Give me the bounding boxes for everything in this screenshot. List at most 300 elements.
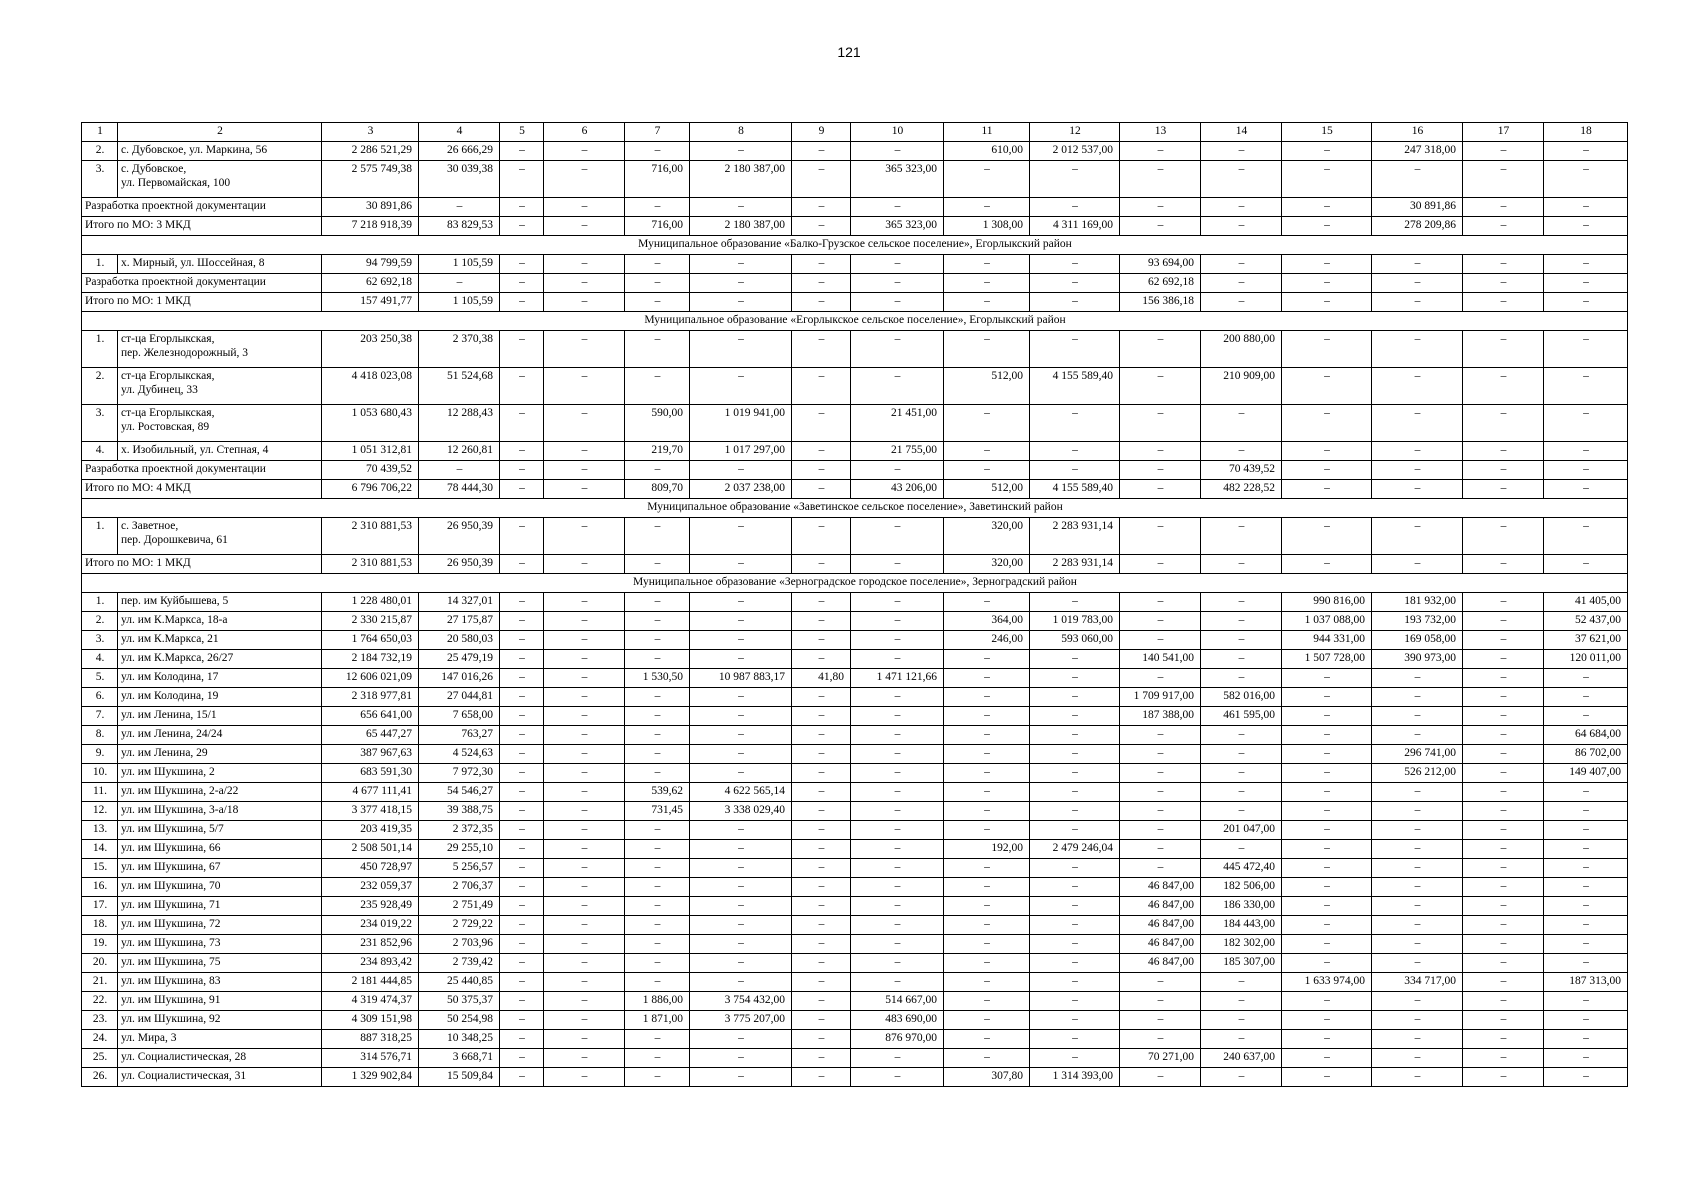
value-cell: – — [1120, 1068, 1201, 1087]
row-number: 5. — [82, 669, 118, 688]
address-line: ст-ца Егорлыкская, — [121, 370, 215, 382]
value-cell: – — [1544, 1049, 1628, 1068]
value-cell: 41,80 — [792, 669, 851, 688]
value-cell: – — [1030, 802, 1120, 821]
value-cell: 731,45 — [625, 802, 690, 821]
row-number: 3. — [82, 631, 118, 650]
value-cell: – — [1463, 802, 1544, 821]
value-cell: 4 418 023,08 — [322, 368, 419, 405]
value-cell: 582 016,00 — [1201, 688, 1282, 707]
address-line: ул. им Ленина, 15/1 — [121, 709, 217, 721]
value-cell: – — [625, 650, 690, 669]
table-row — [82, 1068, 1628, 1087]
value-cell: – — [1282, 331, 1372, 368]
value-cell: – — [792, 916, 851, 935]
value-cell: – — [544, 916, 625, 935]
value-cell: – — [851, 821, 944, 840]
address-cell — [118, 859, 322, 878]
value-cell: – — [1463, 726, 1544, 745]
column-number: 6 — [544, 123, 625, 142]
table-row — [82, 859, 1628, 878]
value-cell: – — [544, 973, 625, 992]
value-cell: – — [690, 821, 792, 840]
value-cell: – — [1544, 217, 1628, 236]
value-cell: – — [851, 802, 944, 821]
value-cell: 25 479,19 — [419, 650, 500, 669]
value-cell: – — [500, 461, 544, 480]
value-cell: 2 729,22 — [419, 916, 500, 935]
value-cell: – — [851, 612, 944, 631]
row-number: 25. — [82, 1049, 118, 1068]
address-cell — [118, 405, 322, 442]
value-cell: 147 016,26 — [419, 669, 500, 688]
value-cell: – — [1030, 1049, 1120, 1068]
value-cell: 10 348,25 — [419, 1030, 500, 1049]
value-cell: 3 775 207,00 — [690, 1011, 792, 1030]
value-cell: 320,00 — [944, 555, 1030, 574]
page-number: 121 — [837, 44, 861, 60]
value-cell: – — [500, 480, 544, 499]
value-cell: – — [1282, 859, 1372, 878]
value-cell: – — [1544, 1011, 1628, 1030]
value-cell: – — [690, 1068, 792, 1087]
value-cell: – — [1120, 217, 1201, 236]
address-line: ул. им Шукшина, 66 — [121, 842, 221, 854]
value-cell: – — [1282, 802, 1372, 821]
row-label: Итого по МО: 4 МКД — [82, 480, 322, 499]
row-number: 11. — [82, 783, 118, 802]
value-cell: – — [1120, 1030, 1201, 1049]
address-cell — [118, 1049, 322, 1068]
value-cell: – — [1463, 217, 1544, 236]
value-cell: – — [944, 461, 1030, 480]
address-line: ст-ца Егорлыкская, — [121, 333, 215, 345]
value-cell: – — [1463, 669, 1544, 688]
value-cell: – — [1463, 405, 1544, 442]
value-cell: – — [944, 1011, 1030, 1030]
value-cell: – — [1372, 878, 1463, 897]
value-cell: – — [544, 555, 625, 574]
value-cell: – — [690, 331, 792, 368]
value-cell: 247 318,00 — [1372, 142, 1463, 161]
value-cell: – — [1544, 480, 1628, 499]
value-cell: – — [690, 274, 792, 293]
column-number: 18 — [1544, 123, 1628, 142]
value-cell: – — [944, 274, 1030, 293]
value-cell: – — [792, 688, 851, 707]
value-cell: 610,00 — [944, 142, 1030, 161]
value-cell: 10 987 883,17 — [690, 669, 792, 688]
value-cell: – — [500, 669, 544, 688]
value-cell: – — [792, 255, 851, 274]
value-cell: – — [851, 461, 944, 480]
row-number: 2. — [82, 368, 118, 405]
value-cell: 50 375,37 — [419, 992, 500, 1011]
value-cell: – — [1030, 726, 1120, 745]
address-line: ул. им Ленина, 24/24 — [121, 728, 223, 740]
row-number: 19. — [82, 935, 118, 954]
row-number: 3. — [82, 405, 118, 442]
value-cell: 231 852,96 — [322, 935, 419, 954]
value-cell: – — [1030, 331, 1120, 368]
value-cell: – — [625, 368, 690, 405]
value-cell: 1 053 680,43 — [322, 405, 419, 442]
value-cell: – — [1030, 293, 1120, 312]
value-cell: – — [851, 293, 944, 312]
column-number: 9 — [792, 123, 851, 142]
value-cell: – — [500, 878, 544, 897]
value-cell: – — [1120, 368, 1201, 405]
value-cell: – — [1463, 368, 1544, 405]
summary-row — [82, 293, 1628, 312]
value-cell: – — [1282, 368, 1372, 405]
value-cell: – — [1282, 293, 1372, 312]
value-cell: – — [625, 954, 690, 973]
value-cell: 50 254,98 — [419, 1011, 500, 1030]
value-cell: – — [1544, 198, 1628, 217]
value-cell: – — [1372, 161, 1463, 198]
value-cell: – — [1372, 331, 1463, 368]
value-cell: – — [625, 688, 690, 707]
address-cell — [118, 518, 322, 555]
value-cell: – — [1544, 878, 1628, 897]
value-cell: – — [1282, 217, 1372, 236]
row-number: 17. — [82, 897, 118, 916]
value-cell: 3 754 432,00 — [690, 992, 792, 1011]
table-row — [82, 593, 1628, 612]
value-cell: – — [1372, 954, 1463, 973]
value-cell: 2 706,37 — [419, 878, 500, 897]
value-cell: – — [1282, 745, 1372, 764]
value-cell: 387 967,63 — [322, 745, 419, 764]
value-cell: – — [1201, 217, 1282, 236]
value-cell: – — [851, 142, 944, 161]
value-cell: – — [625, 255, 690, 274]
value-cell: 46 847,00 — [1120, 878, 1201, 897]
value-cell: 716,00 — [625, 161, 690, 198]
value-cell: 2 310 881,53 — [322, 555, 419, 574]
value-cell: – — [1282, 518, 1372, 555]
table-row — [82, 1049, 1628, 1068]
value-cell: – — [1282, 726, 1372, 745]
value-cell: – — [544, 707, 625, 726]
value-cell: – — [625, 198, 690, 217]
table-row — [82, 405, 1628, 442]
table-row — [82, 161, 1628, 198]
value-cell: – — [625, 859, 690, 878]
row-number: 2. — [82, 612, 118, 631]
value-cell: – — [500, 518, 544, 555]
value-cell: 120 011,00 — [1544, 650, 1628, 669]
value-cell: – — [544, 897, 625, 916]
table-row — [82, 802, 1628, 821]
value-cell: – — [500, 764, 544, 783]
value-cell: 15 509,84 — [419, 1068, 500, 1087]
value-cell: – — [1030, 688, 1120, 707]
address-cell — [118, 669, 322, 688]
value-cell: – — [1372, 897, 1463, 916]
value-cell: – — [1030, 274, 1120, 293]
value-cell: – — [1282, 442, 1372, 461]
value-cell: 41 405,00 — [1544, 593, 1628, 612]
value-cell: – — [851, 840, 944, 859]
row-label: Разработка проектной документации — [82, 274, 322, 293]
address-cell — [118, 650, 322, 669]
summary-row — [82, 217, 1628, 236]
value-cell: – — [625, 935, 690, 954]
value-cell: 20 580,03 — [419, 631, 500, 650]
value-cell: – — [690, 688, 792, 707]
value-cell: – — [500, 783, 544, 802]
value-cell: – — [944, 802, 1030, 821]
value-cell: – — [792, 1068, 851, 1087]
value-cell: – — [792, 1011, 851, 1030]
value-cell: – — [544, 461, 625, 480]
address-cell — [118, 745, 322, 764]
row-number: 20. — [82, 954, 118, 973]
value-cell: – — [1372, 1068, 1463, 1087]
value-cell: 219,70 — [625, 442, 690, 461]
value-cell: – — [1201, 142, 1282, 161]
summary-row — [82, 555, 1628, 574]
data-table — [81, 122, 1628, 1087]
address-line: ул. им Шукшина, 91 — [121, 994, 221, 1006]
value-cell: – — [1372, 992, 1463, 1011]
value-cell: – — [1463, 293, 1544, 312]
value-cell: – — [1544, 293, 1628, 312]
value-cell: – — [690, 631, 792, 650]
value-cell: – — [625, 726, 690, 745]
value-cell: – — [944, 897, 1030, 916]
address-line: с. Дубовское, — [121, 163, 187, 175]
value-cell: – — [1463, 935, 1544, 954]
value-cell: 4 677 111,41 — [322, 783, 419, 802]
value-cell: 246,00 — [944, 631, 1030, 650]
address-cell — [118, 783, 322, 802]
value-cell: 7 658,00 — [419, 707, 500, 726]
address-line: ул. им Шукшина, 3-а/18 — [121, 804, 239, 816]
value-cell: – — [500, 916, 544, 935]
value-cell: – — [544, 293, 625, 312]
value-cell: – — [544, 1049, 625, 1068]
value-cell: – — [1120, 802, 1201, 821]
address-cell — [118, 935, 322, 954]
value-cell: – — [1201, 1030, 1282, 1049]
value-cell: – — [690, 1030, 792, 1049]
value-cell: – — [625, 593, 690, 612]
value-cell: – — [944, 1049, 1030, 1068]
value-cell: – — [419, 274, 500, 293]
value-cell: – — [500, 973, 544, 992]
address-cell — [118, 973, 322, 992]
value-cell: – — [1372, 916, 1463, 935]
value-cell: – — [500, 255, 544, 274]
address-cell — [118, 688, 322, 707]
value-cell: – — [544, 405, 625, 442]
value-cell: – — [1120, 631, 1201, 650]
value-cell: 2 751,49 — [419, 897, 500, 916]
value-cell: – — [544, 669, 625, 688]
value-cell: – — [944, 688, 1030, 707]
address-cell — [118, 255, 322, 274]
value-cell: 365 323,00 — [851, 217, 944, 236]
value-cell: – — [1120, 442, 1201, 461]
value-cell: 1 886,00 — [625, 992, 690, 1011]
value-cell: – — [1372, 442, 1463, 461]
value-cell: – — [1463, 1011, 1544, 1030]
value-cell: 716,00 — [625, 217, 690, 236]
value-cell: 70 439,52 — [322, 461, 419, 480]
column-number: 11 — [944, 123, 1030, 142]
value-cell: – — [544, 331, 625, 368]
value-cell: – — [851, 255, 944, 274]
value-cell: – — [792, 726, 851, 745]
value-cell: – — [544, 368, 625, 405]
value-cell: – — [500, 840, 544, 859]
value-cell: – — [1463, 461, 1544, 480]
value-cell: – — [544, 859, 625, 878]
value-cell: – — [1120, 405, 1201, 442]
address-cell — [118, 878, 322, 897]
value-cell: 93 694,00 — [1120, 255, 1201, 274]
value-cell: – — [500, 897, 544, 916]
value-cell: – — [690, 726, 792, 745]
value-cell: 1 507 728,00 — [1282, 650, 1372, 669]
value-cell: – — [1120, 1011, 1201, 1030]
value-cell: – — [1463, 897, 1544, 916]
value-cell: 78 444,30 — [419, 480, 500, 499]
address-line: ул. им Шукшина, 72 — [121, 918, 221, 930]
value-cell: – — [1282, 1049, 1372, 1068]
value-cell: – — [1372, 802, 1463, 821]
value-cell: – — [544, 142, 625, 161]
value-cell: – — [1372, 726, 1463, 745]
value-cell: – — [1463, 688, 1544, 707]
address-line: ул. им Ленина, 29 — [121, 747, 208, 759]
row-label: Разработка проектной документации — [82, 461, 322, 480]
value-cell: – — [1120, 518, 1201, 555]
value-cell: – — [690, 935, 792, 954]
value-cell: – — [1201, 973, 1282, 992]
value-cell: – — [1201, 518, 1282, 555]
value-cell: – — [792, 161, 851, 198]
address-line: ул. Социалистическая, 28 — [121, 1051, 247, 1063]
value-cell: – — [944, 745, 1030, 764]
value-cell: 43 206,00 — [851, 480, 944, 499]
value-cell: – — [1282, 878, 1372, 897]
value-cell: – — [851, 859, 944, 878]
value-cell: – — [625, 897, 690, 916]
table-row — [82, 954, 1628, 973]
address-cell — [118, 802, 322, 821]
table-row — [82, 973, 1628, 992]
value-cell: – — [500, 612, 544, 631]
summary-row — [82, 480, 1628, 499]
value-cell: – — [1372, 669, 1463, 688]
value-cell: 94 799,59 — [322, 255, 419, 274]
value-cell: 52 437,00 — [1544, 612, 1628, 631]
value-cell: – — [1372, 859, 1463, 878]
value-cell: – — [792, 821, 851, 840]
value-cell: – — [1201, 405, 1282, 442]
value-cell: – — [1030, 954, 1120, 973]
value-cell: – — [500, 1049, 544, 1068]
value-cell: – — [1282, 954, 1372, 973]
address-cell — [118, 161, 322, 198]
value-cell: – — [792, 555, 851, 574]
address-line: ул. им К.Маркса, 21 — [121, 633, 219, 645]
value-cell: – — [1201, 650, 1282, 669]
table-row — [82, 783, 1628, 802]
value-cell: – — [1544, 555, 1628, 574]
value-cell: – — [1463, 442, 1544, 461]
value-cell: – — [690, 518, 792, 555]
value-cell: – — [544, 745, 625, 764]
row-label: Итого по МО: 1 МКД — [82, 555, 322, 574]
value-cell: – — [500, 859, 544, 878]
section-title: Муниципальное образование «Заветинское сельское поселение», Заветинский район — [82, 499, 1628, 518]
value-cell: – — [851, 518, 944, 555]
value-cell: – — [544, 1068, 625, 1087]
value-cell: – — [1463, 612, 1544, 631]
value-cell: 1 051 312,81 — [322, 442, 419, 461]
column-number: 7 — [625, 123, 690, 142]
value-cell: 2 575 749,38 — [322, 161, 419, 198]
value-cell: – — [690, 555, 792, 574]
value-cell: – — [1544, 331, 1628, 368]
table-row — [82, 821, 1628, 840]
value-cell: 2 181 444,85 — [322, 973, 419, 992]
value-cell: – — [1372, 293, 1463, 312]
value-cell: 2 330 215,87 — [322, 612, 419, 631]
row-label: Итого по МО: 1 МКД — [82, 293, 322, 312]
value-cell: 3 668,71 — [419, 1049, 500, 1068]
value-cell: – — [1463, 274, 1544, 293]
value-cell: – — [851, 593, 944, 612]
value-cell: 234 893,42 — [322, 954, 419, 973]
value-cell: – — [625, 555, 690, 574]
column-number: 8 — [690, 123, 792, 142]
value-cell: – — [1372, 688, 1463, 707]
row-number: 1. — [82, 518, 118, 555]
value-cell: – — [1544, 859, 1628, 878]
value-cell: – — [544, 518, 625, 555]
address-cell — [118, 331, 322, 368]
value-cell: – — [544, 992, 625, 1011]
value-cell: – — [1030, 935, 1120, 954]
value-cell: 83 829,53 — [419, 217, 500, 236]
value-cell: – — [1372, 935, 1463, 954]
value-cell: – — [792, 612, 851, 631]
value-cell: – — [544, 935, 625, 954]
value-cell: 29 255,10 — [419, 840, 500, 859]
value-cell: – — [1372, 555, 1463, 574]
row-number: 18. — [82, 916, 118, 935]
value-cell: – — [500, 593, 544, 612]
value-cell: 185 307,00 — [1201, 954, 1282, 973]
table-row — [82, 935, 1628, 954]
value-cell: – — [1030, 255, 1120, 274]
value-cell: – — [792, 1030, 851, 1049]
value-cell: – — [1463, 331, 1544, 368]
value-cell: – — [690, 954, 792, 973]
value-cell: – — [944, 1030, 1030, 1049]
value-cell: – — [690, 650, 792, 669]
address-line: ул. им Шукшина, 71 — [121, 899, 221, 911]
value-cell: – — [1463, 840, 1544, 859]
value-cell: – — [1120, 161, 1201, 198]
value-cell: – — [1282, 764, 1372, 783]
